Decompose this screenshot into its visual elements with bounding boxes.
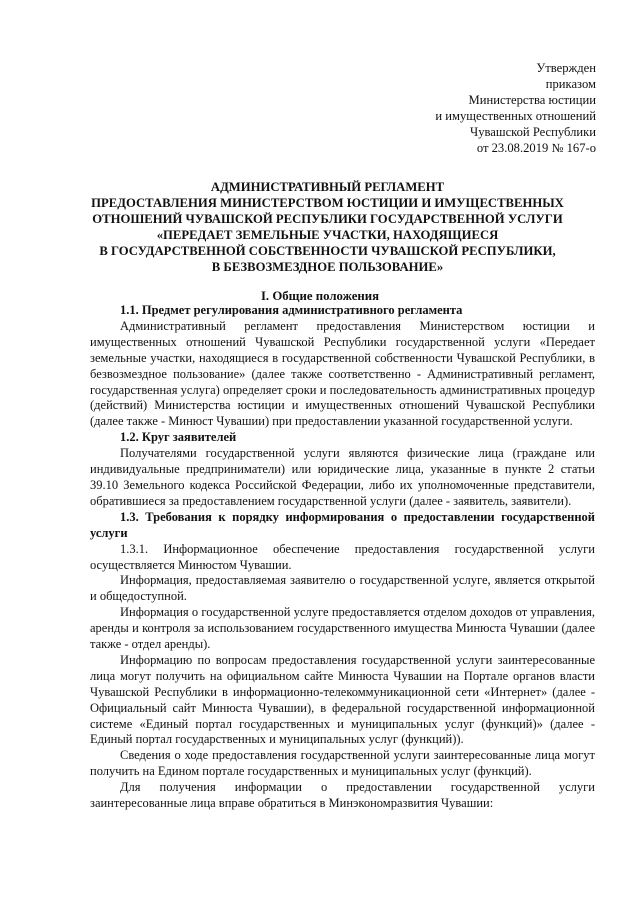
paragraph: Информацию по вопросам предоставления государственной услуги заинтересованные лица могут получить на официальном сайте Минюста Чувашии на Портале органов власти Чувашской Республики в информационно-телекоммуникационной сети «Интернет» (далее - Официальный сайт Минюста Чувашии), в федеральной государственной информационной системе «Единый портал государственных и муниципальных услуг (функций)» (далее - Единый портал государственных и муниципальных услуг (функций)). <box>90 652 595 747</box>
subsection-heading: 1.1. Предмет регулирования административного регламента <box>120 303 463 317</box>
paragraph: Информация, предоставляемая заявителю о государственной услуге, является открытой и общедоступной. <box>90 573 595 604</box>
paragraph: Информация о государственной услуге предоставляется отделом доходов от управления, аренды и контроля за использованием государственного имущества Минюста Чувашии (далее также - отдел аренды). <box>90 605 595 652</box>
paragraph: Сведения о ходе предоставления государственной услуги заинтересованные лица могут получить на Едином портале государственных и муниципальных услуг (функций). <box>90 748 595 779</box>
title-line: В ГОСУДАРСТВЕННОЙ СОБСТВЕННОСТИ ЧУВАШСКОЙ РЕСПУБЛИКИ, <box>99 244 556 258</box>
title-line: ОТНОШЕНИЙ ЧУВАШСКОЙ РЕСПУБЛИКИ ГОСУДАРСТВЕННОЙ УСЛУГИ <box>92 212 563 226</box>
approval-stamp <box>435 60 596 156</box>
subsection-heading: 1.2. Круг заявителей <box>120 430 237 445</box>
paragraph: Административный регламент предоставления Министерством юстиции и имущественных отношений Чувашской Республики государственной услуги «Передает земельные участки, находящиеся в государственной собственности Чувашской Республики, в безвозмездное пользование» (далее также соответственно - Административный регламент, государственная услуга) определяет сроки и последовательность административных процедур (действий) Министерства юстиции и имущественных отношений Чувашской Республики (далее также - Минюст Чувашии) при предоставлении указанной государственной услуги. <box>90 318 595 429</box>
document-title <box>60 179 595 275</box>
title-line: ПРЕДОСТАВЛЕНИЯ МИНИСТЕРСТВОМ ЮСТИЦИИ И ИМУЩЕСТВЕННЫХ <box>91 196 564 210</box>
subsection-heading: 1.3. Требования к порядку информирования о предоставлении государственной услуги <box>90 509 595 540</box>
section-heading: I. Общие положения <box>260 289 380 303</box>
approval-line: и имущественных отношений <box>435 109 596 123</box>
approval-line: от 23.08.2019 № 167-о <box>476 141 596 155</box>
paragraph: 1.3.1. Информационное обеспечение предоставления государственной услуги осуществляется Минюстом Чувашии. <box>90 541 595 572</box>
paragraph: Получателями государственной услуги являются физические лица (граждане или индивидуальные предприниматели) или юридические лица, указанные в пункте 2 статьи 39.10 Земельного кодекса Российской Федерации, либо их уполномоченные представители, обратившиеся за предоставлением государственной услуги (далее - заявитель, заявители). <box>90 446 595 508</box>
approval-line: Чувашской Республики <box>470 125 596 139</box>
title-line: АДМИНИСТРАТИВНЫЙ РЕГЛАМЕНТ <box>210 180 445 194</box>
approval-line: Утвержден <box>536 61 596 75</box>
title-line: В БЕЗВОЗМЕЗДНОЕ ПОЛЬЗОВАНИЕ» <box>211 260 444 274</box>
document-body <box>90 303 595 812</box>
title-line: «ПЕРЕДАЕТ ЗЕМЕЛЬНЫЕ УЧАСТКИ, НАХОДЯЩИЕСЯ <box>156 228 499 242</box>
approval-line: Министерства юстиции <box>468 93 596 107</box>
paragraph: Для получения информации о предоставлении государственной услуги заинтересованные лица вправе обратиться в Минэкономразвития Чувашии: <box>90 780 595 811</box>
approval-line: приказом <box>545 77 596 91</box>
